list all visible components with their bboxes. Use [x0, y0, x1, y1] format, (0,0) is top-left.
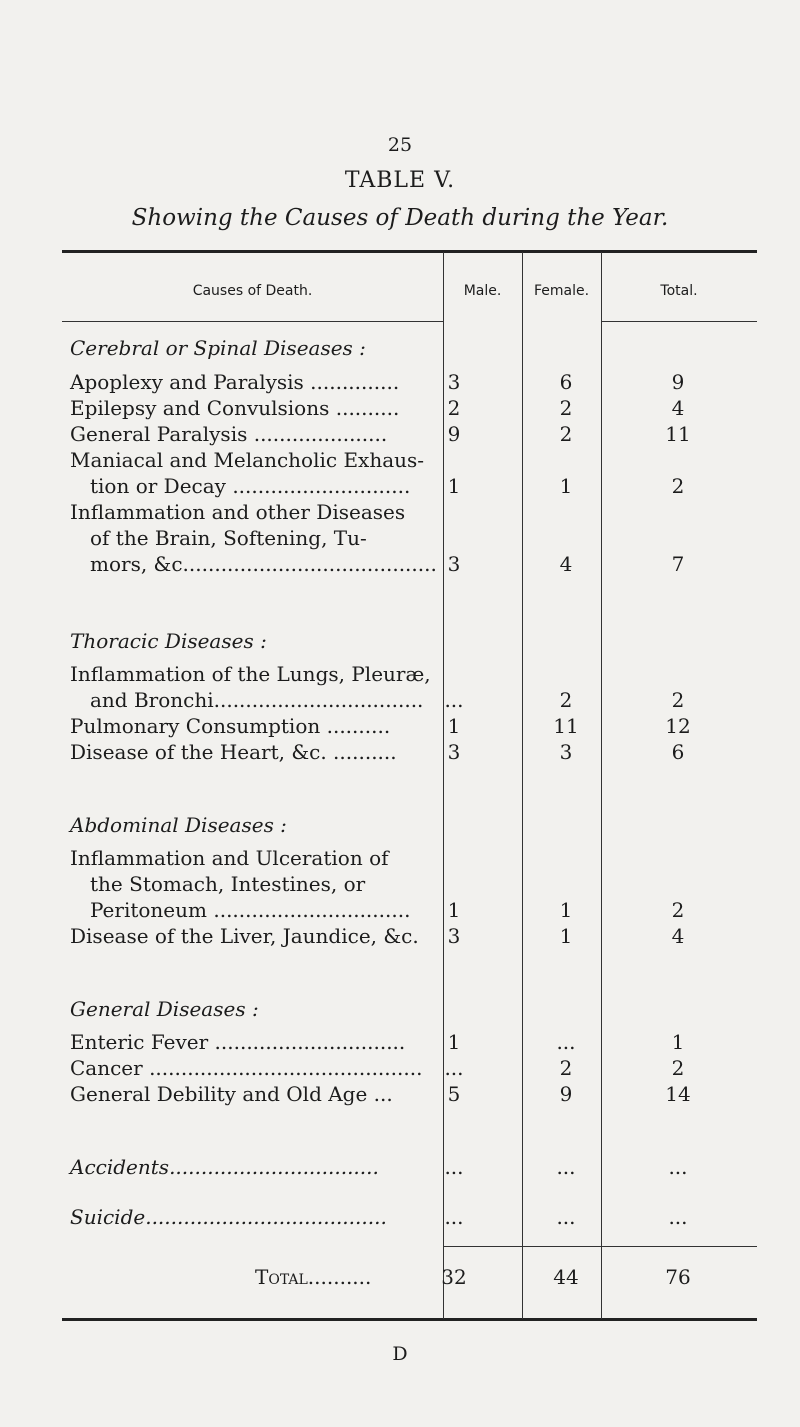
cell-total: 2 [671, 688, 685, 712]
row-label-continued: the Stomach, Intestines, or [90, 872, 366, 896]
row-label-continued: Inflammation and Ulceration of [70, 846, 389, 870]
column-divider [601, 252, 602, 1319]
cell-total: 14 [665, 1082, 691, 1106]
row-label: Pulmonary Consumption .......... [70, 714, 391, 738]
cell-total: 12 [665, 714, 691, 738]
total-rule [443, 1246, 757, 1247]
row-label: Apoplexy and Paralysis .............. [70, 370, 400, 394]
cell-total: 7 [671, 552, 685, 576]
table-subtitle: Showing the Causes of Death during the Year. [131, 205, 669, 231]
total-total: 76 [665, 1265, 691, 1289]
cell-male: 1 [447, 1030, 461, 1054]
cell-male: ... [444, 1056, 464, 1080]
cell-total: 11 [665, 422, 691, 446]
cell-total: 2 [671, 898, 685, 922]
header-causes: Causes of Death. [192, 283, 313, 299]
cell-male: ... [444, 1205, 464, 1229]
cell-total: 1 [671, 1030, 685, 1054]
table-title: TABLE V. [344, 168, 456, 193]
cell-female: 2 [559, 688, 573, 712]
cell-male: 3 [447, 552, 461, 576]
cell-total: 2 [671, 1056, 685, 1080]
header-total: Total. [660, 283, 698, 299]
cell-female: 2 [559, 1056, 573, 1080]
column-divider [522, 252, 523, 1319]
row-label-continued: Maniacal and Melancholic Exhaus- [70, 448, 425, 472]
cell-female: 3 [559, 740, 573, 764]
total-female: 44 [553, 1265, 579, 1289]
cell-male: ... [444, 1155, 464, 1179]
cell-female: 4 [559, 552, 573, 576]
cell-male: 1 [447, 898, 461, 922]
row-label: Disease of the Liver, Jaundice, &c. [70, 924, 419, 948]
row-label: Cancer ........................................... [70, 1056, 423, 1080]
cell-male: 5 [447, 1082, 461, 1106]
cell-male: 3 [447, 370, 461, 394]
cell-female: 6 [559, 370, 573, 394]
total-label: Total.......... [255, 1265, 372, 1289]
cell-female: 9 [559, 1082, 573, 1106]
section-thoracic: Thoracic Diseases : [70, 629, 267, 653]
row-label: General Paralysis ..................... [70, 422, 388, 446]
section-cerebral: Cerebral or Spinal Diseases : [70, 336, 366, 360]
cell-male: ... [444, 688, 464, 712]
row-label: Epilepsy and Convulsions .......... [70, 396, 400, 420]
row-label-continued: of the Brain, Softening, Tu- [90, 526, 367, 550]
header-female: Female. [533, 283, 590, 299]
cell-female: 1 [559, 898, 573, 922]
bottom-rule [62, 1318, 757, 1321]
cell-female: 2 [559, 396, 573, 420]
cell-total: ... [668, 1155, 688, 1179]
cell-total: 6 [671, 740, 685, 764]
signature-mark: D [392, 1343, 408, 1365]
section-suicide: Suicide...................................... [70, 1205, 387, 1229]
cell-total: 2 [671, 474, 685, 498]
section-accidents: Accidents................................. [70, 1155, 379, 1179]
total-male: 32 [441, 1265, 467, 1289]
cell-total: ... [668, 1205, 688, 1229]
header-male: Male. [463, 283, 502, 299]
cell-male: 9 [447, 422, 461, 446]
row-label: mors, &c........................................ [90, 552, 437, 576]
section-abdominal: Abdominal Diseases : [70, 813, 287, 837]
cell-male: 2 [447, 396, 461, 420]
row-label: General Debility and Old Age ... [70, 1082, 393, 1106]
cell-male: 1 [447, 714, 461, 738]
section-general: General Diseases : [70, 997, 259, 1021]
cell-female: ... [556, 1205, 576, 1229]
cell-male: 3 [447, 924, 461, 948]
cell-female: 1 [559, 474, 573, 498]
cell-total: 9 [671, 370, 685, 394]
cell-female: ... [556, 1155, 576, 1179]
cell-female: 11 [553, 714, 579, 738]
row-label: Peritoneum ............................... [90, 898, 411, 922]
cell-female: 2 [559, 422, 573, 446]
cell-male: 1 [447, 474, 461, 498]
cell-total: 4 [671, 396, 685, 420]
top-rule [62, 250, 757, 253]
row-label: tion or Decay ............................ [90, 474, 411, 498]
cell-male: 3 [447, 740, 461, 764]
row-label-continued: Inflammation of the Lungs, Pleuræ, [70, 662, 431, 686]
cell-total: 4 [671, 924, 685, 948]
page-number: 25 [387, 134, 413, 156]
cell-female: ... [556, 1030, 576, 1054]
row-label: Enteric Fever .............................. [70, 1030, 406, 1054]
header-underline [601, 321, 757, 322]
cell-female: 1 [559, 924, 573, 948]
row-label: and Bronchi................................. [90, 688, 424, 712]
header-underline [62, 321, 443, 322]
row-label: Disease of the Heart, &c. .......... [70, 740, 397, 764]
row-label-continued: Inflammation and other Diseases [70, 500, 406, 524]
